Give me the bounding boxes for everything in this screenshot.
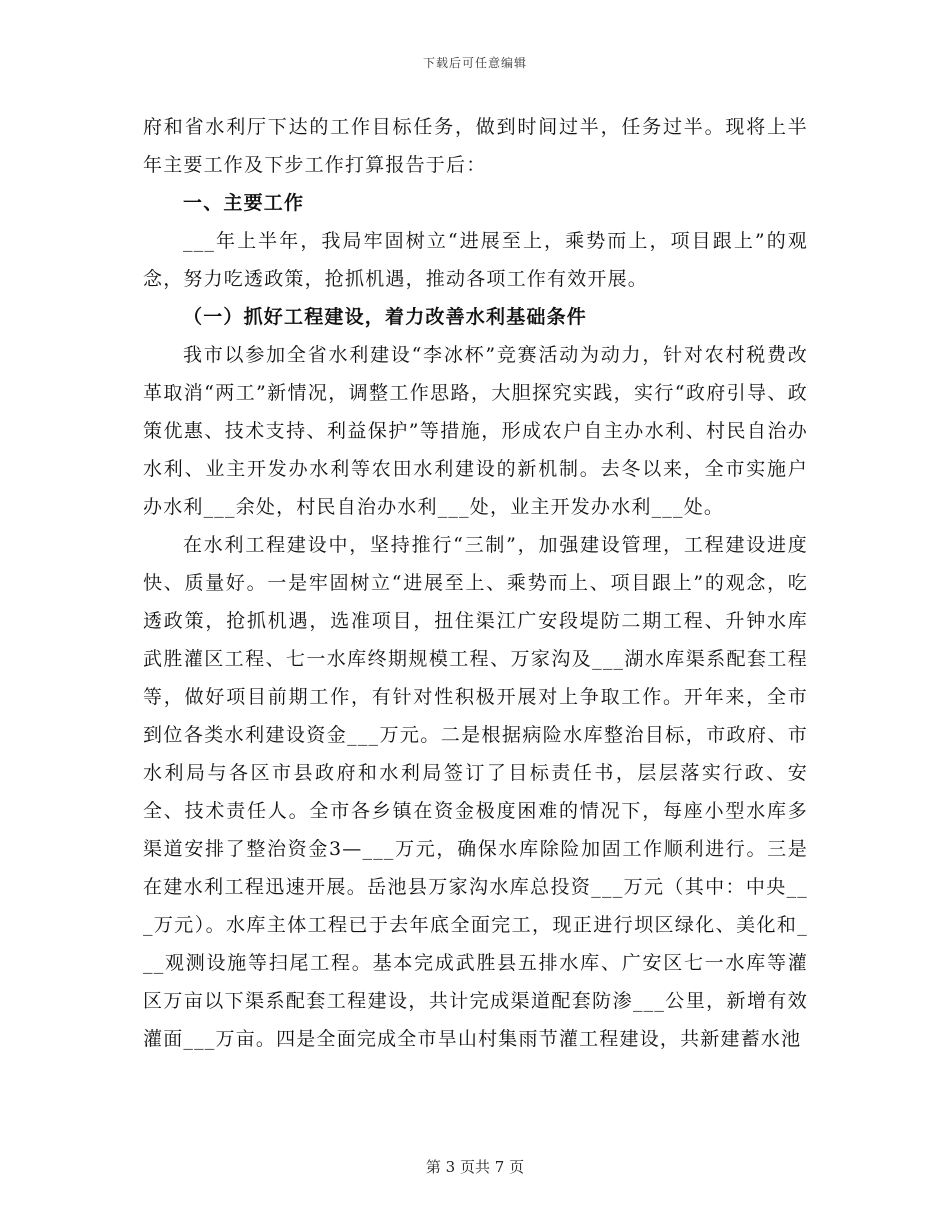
- subsection-heading: （一）抓好工程建设，着力改善水利基础条件: [183, 306, 588, 328]
- header-note: 下载后可任意编辑: [422, 56, 527, 70]
- paragraph-intro: ___年上半年，我局牢固树立“进展至上，乘势而上，项目跟上”的观念，努力吃透政策，抢抓机遇，推动各项工作有效开展。: [143, 230, 808, 290]
- paragraph-mechanism: 我市以参加全省水利建设“李冰杯”竞赛活动为动力，针对农村税费改革取消“两工”新情况，调整工作思路，大胆探究实践，实行“政府引导、政策优惠、技术支持、利益保护”等措施，形成农户自主办水利、村民自治办水利、业主开发办水利等农田水利建设的新机制。去冬以来，全市实施户办水利___余处，村民自治办水利___处，业主开发办水利___处。: [143, 344, 808, 518]
- page-number: 第 3 页共 7 页: [425, 1158, 525, 1176]
- section-heading: 一、主要工作: [183, 192, 305, 214]
- paragraph-construction: 在水利工程建设中，坚持推行“三制”，加强建设管理，工程建设进度快、质量好。一是牢固树立“进展至上、乘势而上、项目跟上”的观念，吃透政策，抢抓机遇，选准项目，扭住渠江广安段堤防二期工程、升钟水库武胜灌区工程、七一水库终期规模工程、万家沟及___湖水库渠系配套工程等，做好项目前期工作，有针对性积极开展对上争取工作。开年来，全市到位各类水利建设资金___万元。二是根据病险水库整治目标，市政府、市水利局与各区市县政府和水利局签订了目标责任书，层层落实行政、安全、技术责任人。全市各乡镇在资金极度困难的情况下，每座小型水库多渠道安排了整治资金3—___万元，确保水库除险加固工作顺利进行。三是在建水利工程迅速开展。岳池县万家沟水库总投资___万元（其中：中央___万元）。水库主体工程已于去年底全面完工，现正进行坝区绿化、美化和___观测设施等扫尾工程。基本完成武胜县五排水库、广安区七一水库等灌区万亩以下渠系配套工程建设，共计完成渠道配套防渗___公里，新增有效灌面___万亩。四是全面完成全市旱山村集雨节灌工程建设，共新建蓄水池: [143, 534, 808, 1050]
- document-body: [143, 108, 808, 1058]
- paragraph-continuation: 府和省水利厅下达的工作目标任务，做到时间过半，任务过半。现将上半年主要工作及下步工作打算报告于后：: [143, 116, 808, 176]
